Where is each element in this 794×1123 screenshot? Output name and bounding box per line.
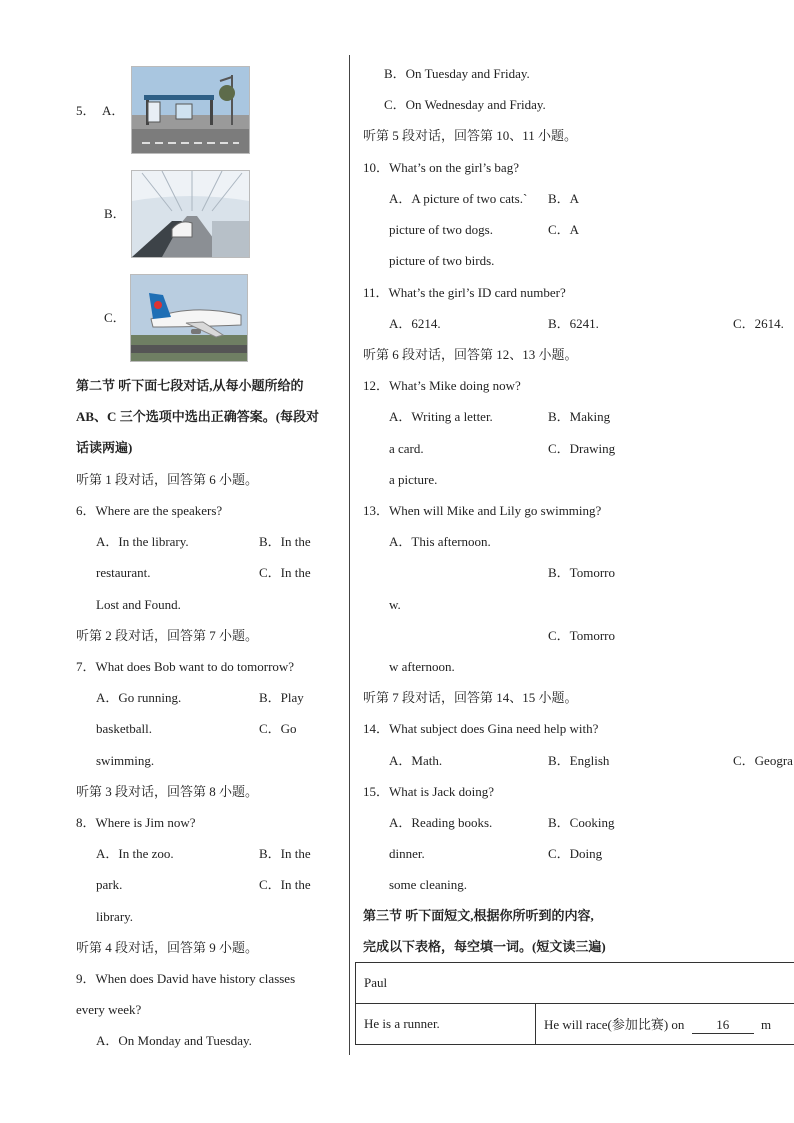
dialogue-4-instruction: 听第 4 段对话，回答第 9 小题。 [76,940,259,955]
question-7-stem: 7．What does Bob want to do tomorrow? [76,659,295,674]
train-station-photo [131,170,250,258]
question-14-option-c: C．Geogra [733,753,793,768]
section-2-heading-line-1: 第二节 听下面七段对话,从每小题所给的 [76,378,304,393]
dialogue-6-instruction: 听第 6 段对话，回答第 12、13 小题。 [363,347,578,362]
airplane-photo [130,274,248,362]
table-header-cell: Paul [356,963,794,1004]
paul-info-table [355,962,794,1045]
question-11-stem: 11．What’s the girl’s ID card number? [363,285,566,300]
question-12-option-c-cont: a picture. [389,472,438,487]
question-12-option-a: A．Writing a letter. [389,409,493,424]
question-14-stem: 14．What subject does Gina need help with? [363,721,599,736]
question-14-option-b: B．English [548,753,610,768]
table-row [356,1004,794,1045]
question-10-option-b: B．A [548,191,580,206]
question-6-option-c-cont: Lost and Found. [96,597,181,612]
section-3-heading-line-1: 第三节 听下面短文,根据你所听到的内容, [363,908,594,923]
question-6-option-b: B．In the [259,534,311,549]
dialogue-3-instruction: 听第 3 段对话，回答第 8 小题。 [76,784,259,799]
question-7-option-c-cont: swimming. [96,753,155,768]
question-15-option-b-cont: dinner. [389,846,425,861]
question-13-stem: 13．When will Mike and Lily go swimming? [363,503,602,518]
question-6-option-b-cont: restaurant. [96,565,151,580]
question-11-option-b: B．6241. [548,316,599,331]
question-9-stem: 9．When does David have history classes [76,971,296,986]
question-9-option-b: B．On Tuesday and Friday. [384,66,530,81]
question-12-option-b: B．Making [548,409,611,424]
question-9-option-a: A．On Monday and Tuesday. [96,1033,252,1048]
table-cell-runner: He is a runner. [356,1004,536,1045]
table-cell-race-date [536,1004,794,1045]
question-5-option-c-label: C． [104,310,126,325]
section-2-heading-line-3: 话读两遍) [76,440,133,455]
question-7-option-a: A．Go running. [96,690,182,705]
question-5-option-b-label: B． [104,206,126,221]
answer-blank-16[interactable]: 16 [692,1017,754,1034]
question-8-option-c: C．In the [259,877,311,892]
question-13-option-c: C．Tomorro [548,628,615,643]
bus-stop-photo [131,66,250,154]
question-8-stem: 8．Where is Jim now? [76,815,196,830]
question-14-option-a: A．Math. [389,753,443,768]
question-7-option-b: B．Play [259,690,304,705]
question-15-stem: 15．What is Jack doing? [363,784,495,799]
question-8-option-a: A．In the zoo. [96,846,174,861]
question-10-stem: 10．What’s on the girl’s bag? [363,160,519,175]
question-9-stem-cont: every week? [76,1002,142,1017]
question-10-option-c: C．A [548,222,580,237]
question-8-option-c-cont: library. [96,909,134,924]
question-6-option-a: A．In the library. [96,534,189,549]
question-13-option-b-cont: w. [389,597,401,612]
question-12-option-b-cont: a card. [389,441,424,456]
question-8-option-b: B．In the [259,846,311,861]
question-15-option-b: B．Cooking [548,815,615,830]
question-13-option-a: A．This afternoon. [389,534,491,549]
question-12-option-c: C．Drawing [548,441,616,456]
question-6-stem: 6．Where are the speakers? [76,503,223,518]
question-11-option-a: A．6214. [389,316,441,331]
question-6-option-c: C．In the [259,565,311,580]
question-11-option-c: C．2614. [733,316,784,331]
question-13-option-c-cont: w afternoon. [389,659,455,674]
dialogue-2-instruction: 听第 2 段对话，回答第 7 小题。 [76,628,259,643]
column-divider [349,55,350,1055]
race-date-prefix: He will race(参加比赛) on [544,1017,685,1032]
question-5-option-a-label: A． [102,103,125,118]
question-8-option-b-cont: park. [96,877,123,892]
question-15-option-c: C．Doing [548,846,603,861]
question-12-stem: 12．What’s Mike doing now? [363,378,521,393]
question-15-option-c-cont: some cleaning. [389,877,467,892]
question-15-option-a: A．Reading books. [389,815,493,830]
section-3-heading-line-2: 完成以下表格，每空填一词。(短文读三遍) [363,939,606,954]
question-13-option-b: B．Tomorro [548,565,615,580]
question-7-option-b-cont: basketball. [96,721,152,736]
dialogue-7-instruction: 听第 7 段对话，回答第 14、15 小题。 [363,690,578,705]
question-10-option-a: A．A picture of two cats.` [389,191,528,206]
table-row [356,963,794,1004]
race-date-suffix: m [760,1017,772,1032]
dialogue-5-instruction: 听第 5 段对话，回答第 10、11 小题。 [363,128,578,143]
question-10-option-c-cont: picture of two birds. [389,253,495,268]
question-9-option-c: C．On Wednesday and Friday. [384,97,546,112]
dialogue-1-instruction: 听第 1 段对话，回答第 6 小题。 [76,472,259,487]
question-5-number: 5． [76,103,96,118]
question-10-option-b-cont: picture of two dogs. [389,222,493,237]
question-7-option-c: C．Go [259,721,297,736]
section-2-heading-line-2: AB、C 三个选项中选出正确答案。(每段对 [76,409,320,424]
